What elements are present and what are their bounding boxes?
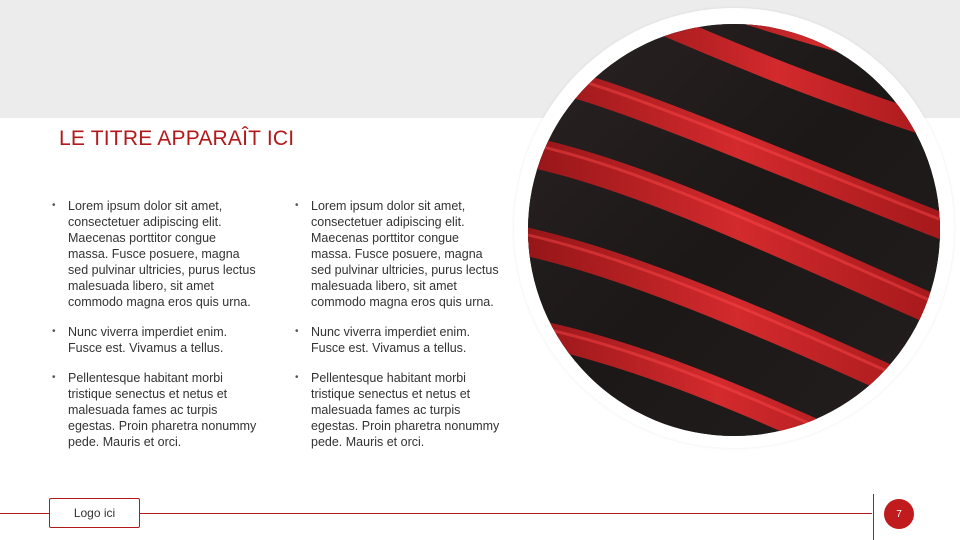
bullet-text: Nunc viverra imperdiet enim. Fusce est. Vivamus a tellus.	[311, 325, 471, 355]
slide-title: LE TITRE APPARAÎT ICI	[59, 127, 295, 150]
bullet-icon: •	[52, 372, 56, 383]
footer-divider	[873, 494, 874, 540]
bullet-icon: •	[52, 326, 56, 337]
text-column-right	[295, 198, 500, 464]
bullet-icon: •	[52, 200, 56, 211]
page-number: 7	[896, 508, 902, 520]
text-column-left	[52, 198, 257, 464]
bullet-item	[295, 370, 500, 450]
bullet-icon: •	[295, 326, 299, 337]
bullet-icon: •	[295, 200, 299, 211]
bullet-item	[52, 370, 257, 450]
bullet-item	[295, 198, 500, 310]
page-number-badge	[884, 499, 914, 529]
bullet-text: Lorem ipsum dolor sit amet, consectetuer adipiscing elit. Maecenas porttitor congue massa. Fusce posuere, magna sed pulvinar ultricies, purus lectus malesuada libero, sit amet commodo magna eros quis urna.	[311, 199, 499, 309]
bullet-text: Nunc viverra imperdiet enim. Fusce est. Vivamus a tellus.	[68, 325, 228, 355]
abstract-red-stripes-photo	[528, 24, 940, 436]
logo-label: Logo ici	[73, 506, 116, 520]
bullet-item	[52, 324, 257, 356]
bullet-text: Pellentesque habitant morbi tristique senectus et netus et malesuada fames ac turpis egestas. Proin pharetra nonummy pede. Mauris et orci.	[68, 371, 257, 449]
bullet-icon: •	[295, 372, 299, 383]
bullet-text: Lorem ipsum dolor sit amet, consectetuer adipiscing elit. Maecenas porttitor congue massa. Fusce posuere, magna sed pulvinar ultricies, purus lectus malesuada libero, sit amet commodo magna eros quis urna.	[68, 199, 256, 309]
footer-rule-right	[140, 513, 872, 514]
bullet-text: Pellentesque habitant morbi tristique senectus et netus et malesuada fames ac turpis egestas. Proin pharetra nonummy pede. Mauris et orci.	[311, 371, 500, 449]
logo-placeholder	[49, 498, 140, 528]
footer-rule-left	[0, 513, 49, 514]
bullet-item	[295, 324, 500, 356]
bullet-item	[52, 198, 257, 310]
stripes-graphic	[528, 24, 940, 436]
